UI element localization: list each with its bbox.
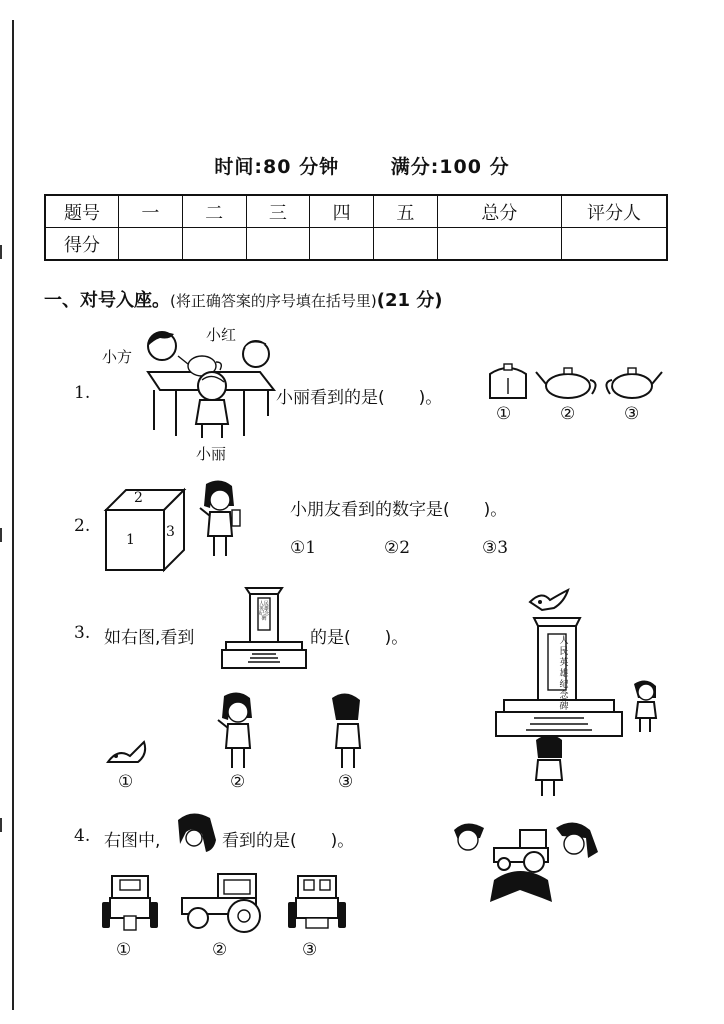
girl-front-option-icon xyxy=(214,692,264,772)
monument-inscription-small: 人民英雄纪念碑 xyxy=(259,601,270,622)
table-cell: 四 xyxy=(310,195,374,228)
score-input-cell[interactable] xyxy=(562,228,668,261)
table-cell: 一 xyxy=(119,195,183,228)
full-score: 满分:100 分 xyxy=(390,156,510,178)
exam-header xyxy=(0,152,724,179)
option-label: ② xyxy=(230,772,246,792)
option-label: ① xyxy=(496,404,512,424)
table-cell: 评分人 xyxy=(562,195,668,228)
girl-head-icon xyxy=(172,810,222,854)
option-label: ③3 xyxy=(482,538,509,558)
girl-illustration xyxy=(196,480,246,560)
teapot-option-3-icon xyxy=(606,368,662,398)
teapot-option-1-icon xyxy=(490,364,526,398)
girl-side-option-icon xyxy=(326,692,372,772)
monument-scene-illustration xyxy=(494,588,674,798)
monument-front-icon xyxy=(220,586,310,670)
option-label: ③ xyxy=(624,404,640,424)
score-input-cell[interactable] xyxy=(246,228,310,261)
tractor-option-2-icon xyxy=(178,870,268,934)
table-cell: 二 xyxy=(182,195,246,228)
section-heading: 一、对号入座。 xyxy=(44,290,170,311)
option-label: ③ xyxy=(338,772,354,792)
monument-inscription-large: 人民英雄纪念碑 xyxy=(559,636,569,712)
option-label: ① xyxy=(116,940,132,960)
time-limit: 时间:80 分钟 xyxy=(214,156,340,178)
number-cube-illustration xyxy=(104,488,188,572)
name-label-xiaohong: 小红 xyxy=(206,326,237,344)
question-number: 2. xyxy=(74,516,91,536)
cube-face-front: 1 xyxy=(126,532,135,548)
bird-option-icon xyxy=(104,738,154,768)
option-label: ③ xyxy=(302,940,318,960)
score-table-header-row xyxy=(45,195,667,228)
table-cell: 五 xyxy=(374,195,438,228)
question-text-a: 右图中, xyxy=(104,831,161,851)
cube-face-right: 3 xyxy=(166,524,175,540)
question-number: 3. xyxy=(74,623,91,643)
score-input-cell[interactable] xyxy=(374,228,438,261)
margin-mark xyxy=(0,528,10,542)
score-input-cell[interactable] xyxy=(310,228,374,261)
margin-mark xyxy=(0,818,10,832)
question-number: 1. xyxy=(74,383,91,403)
score-input-cell[interactable] xyxy=(437,228,561,261)
score-input-cell[interactable] xyxy=(119,228,183,261)
table-scene-illustration xyxy=(140,326,280,444)
score-table-score-row xyxy=(45,228,667,261)
name-label-xiaoli: 小丽 xyxy=(196,445,227,463)
score-table xyxy=(44,194,668,261)
table-cell: 三 xyxy=(246,195,310,228)
cube-face-top: 2 xyxy=(134,490,143,506)
option-label: ① xyxy=(118,772,134,792)
section-note: (将正确答案的序号填在括号里) xyxy=(170,292,377,310)
table-cell: 得分 xyxy=(45,228,119,261)
question-text-b: 看到的是( )。 xyxy=(222,831,355,851)
option-label: ② xyxy=(212,940,228,960)
section-points: (21 分) xyxy=(376,290,443,311)
section-title xyxy=(44,286,443,312)
score-input-cell[interactable] xyxy=(182,228,246,261)
option-label: ②2 xyxy=(384,538,411,558)
tractor-scene-illustration xyxy=(450,818,610,914)
teapot-option-2-icon xyxy=(536,368,596,398)
table-cell: 总分 xyxy=(437,195,561,228)
question-text: 小丽看到的是( )。 xyxy=(276,388,443,408)
tractor-option-3-icon xyxy=(288,872,346,938)
option-label: ①1 xyxy=(290,538,317,558)
question-text: 小朋友看到的数字是( )。 xyxy=(290,500,508,520)
table-cell: 题号 xyxy=(45,195,119,228)
option-label: ② xyxy=(560,404,576,424)
tractor-option-1-icon xyxy=(100,872,160,938)
question-text-a: 如右图,看到 xyxy=(104,628,195,648)
teapot-options xyxy=(486,360,666,404)
margin-mark xyxy=(0,245,10,259)
name-label-xiaofang: 小方 xyxy=(102,348,133,366)
question-number: 4. xyxy=(74,826,91,846)
question-text-b: 的是( )。 xyxy=(310,628,409,648)
